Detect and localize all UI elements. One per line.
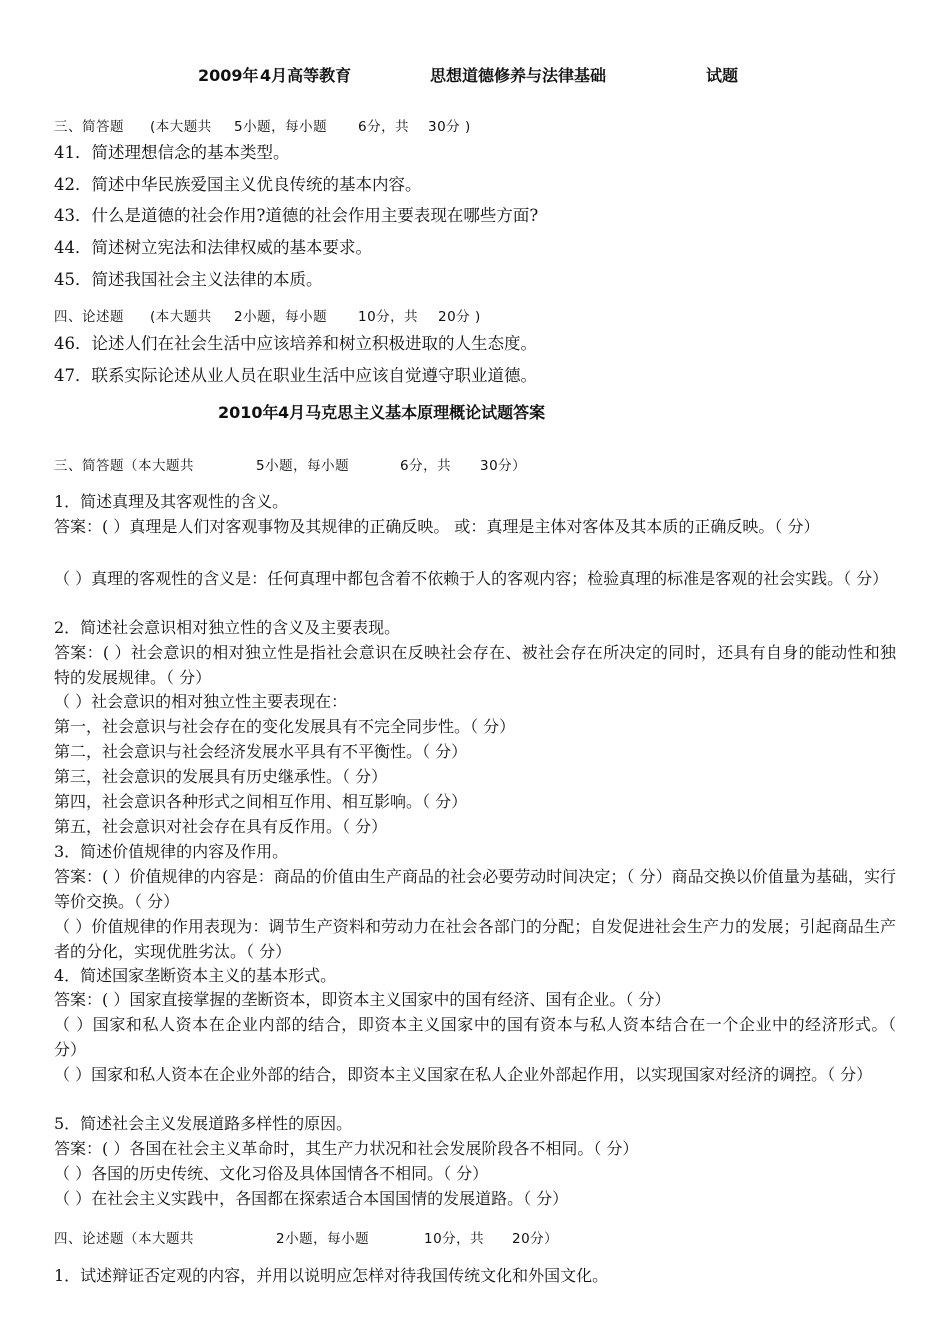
q2010-5-answer-2: （ ）各国的历史传统、文化习俗及具体国情各不相同。（ 分） (54, 1164, 489, 1183)
q2010-2-answer-4: 第二，社会意识与社会经济发展水平具有不平衡性。（ 分） (54, 742, 468, 761)
section-2009-short-each: 6分，共 (358, 119, 410, 135)
title-2009-month: 4月高等教育 (260, 66, 352, 85)
q2010-2-answer-5: 第三，社会意识的发展具有历史继承性。（ 分） (54, 767, 388, 786)
title-2009-suffix: 试题 (706, 66, 739, 85)
question-44: 44．简述树立宪法和法律权威的基本要求。 (54, 238, 372, 257)
question-46: 46．论述人们在社会生活中应该培养和树立积极进取的人生态度。 (54, 334, 537, 353)
q2010-1-answer-1: 答案：( ）真理是人们对客观事物及其规律的正确反映。 或：真理是主体对客体及其本质的正确反映。（ 分） (54, 517, 820, 536)
section-2010-short-each: 6分，共 (400, 458, 452, 474)
section-2009-short-label: 三、简答题 (54, 119, 124, 135)
question-42: 42．简述中华民族爱国主义优良传统的基本内容。 (54, 175, 422, 194)
section-2009-essay-label: 四、论述题 (54, 309, 124, 325)
q2010-5: 5．简述社会主义发展道路多样性的原因。 (54, 1114, 353, 1133)
section-2009-essay-open: (本大题共 (150, 309, 212, 325)
question-41: 41．简述理想信念的基本类型。 (54, 143, 290, 162)
title-2010-year: 2010年 (218, 403, 279, 422)
section-2010-short-label: 三、简答题（本大题共 (54, 458, 194, 474)
q2010-4-answer-1: 答案：( ）国家直接掌握的垄断资本，即资本主义国家中的国有经济、国有企业。（ 分） (54, 990, 671, 1009)
q2010-essay-1: 1．试述辩证否定观的内容，并用以说明应怎样对待我国传统文化和外国文化。 (54, 1266, 609, 1285)
q2010-5-answer-1: 答案：( ）各国在社会主义革命时，其生产力状况和社会发展阶段各不相同。（ 分） (54, 1139, 639, 1158)
section-2009-essay-total: 20分 ) (438, 309, 481, 325)
title-2009-subject: 思想道德修养与法律基础 (430, 66, 607, 85)
question-45: 45．简述我国社会主义法律的本质。 (54, 270, 323, 289)
q2010-4: 4．简述国家垄断资本主义的基本形式。 (54, 966, 337, 985)
section-2009-short-open: (本大题共 (150, 119, 212, 135)
section-2009-essay-each: 10分，共 (358, 309, 419, 325)
q2010-3-answer-1: 答案：( ）价值规律的内容是：商品的价值由生产商品的社会必要劳动时间决定；（ 分）商品交换以价值量为基础，实行等价交换。（ 分） (54, 867, 896, 911)
q2010-4-answer-3: （ ）国家和私人资本在企业外部的结合，即资本主义国家在私人企业外部起作用，以实现国家对经济的调控。（ 分） (54, 1065, 873, 1084)
title-2010-rest: 4月马克思主义基本原理概论试题答案 (278, 403, 546, 422)
q2010-3-answer-2: （ ）价值规律的作用表现为：调节生产资料和劳动力在社会各部门的分配；自发促进社会生产力的发展；引起商品生产者的分化，实现优胜劣汰。（ 分） (54, 917, 896, 961)
q2010-2: 2．简述社会意识相对独立性的含义及主要表现。 (54, 618, 401, 637)
question-47: 47．联系实际论述从业人员在职业生活中应该自觉遵守职业道德。 (54, 366, 537, 385)
q2010-3: 3．简述价值规律的内容及作用。 (54, 842, 289, 861)
title-2009-year: 2009年 (198, 66, 259, 85)
section-2009-essay-count: 2小题，每小题 (234, 309, 328, 325)
q2010-2-answer-6: 第四，社会意识各种形式之间相互作用、相互影响。（ 分） (54, 792, 468, 811)
section-2010-essay-total: 20分） (512, 1231, 559, 1247)
q2010-1: 1．简述真理及其客观性的含义。 (54, 492, 289, 511)
q2010-2-answer-1: 答案：( ）社会意识的相对独立性是指社会意识在反映社会存在、被社会存在所决定的同时，还具有自身的能动性和独特的发展规律。（ 分） (54, 643, 896, 687)
q2010-2-answer-2: （ ）社会意识的相对独立性主要表现在： (54, 692, 348, 711)
section-2010-short-count: 5小题，每小题 (256, 458, 350, 474)
section-2010-essay-label: 四、论述题（本大题共 (54, 1231, 194, 1247)
section-2010-essay-count: 2小题，每小题 (276, 1231, 370, 1247)
question-43: 43．什么是道德的社会作用?道德的社会作用主要表现在哪些方面? (54, 206, 539, 225)
q2010-2-answer-3: 第一，社会意识与社会存在的变化发展具有不完全同步性。（ 分） (54, 717, 516, 736)
section-2009-short-total: 30分 ) (428, 119, 471, 135)
q2010-5-answer-3: （ ）在社会主义实践中，各国都在探索适合本国国情的发展道路。（ 分） (54, 1189, 569, 1208)
section-2010-short-total: 30分） (480, 458, 527, 474)
section-2010-essay-each: 10分，共 (424, 1231, 485, 1247)
q2010-4-answer-2: （ ）国家和私人资本在企业内部的结合，即资本主义国家中的国有资本与私人资本结合在一个企业中的经济形式。（ 分） (54, 1015, 896, 1059)
q2010-1-answer-2: （ ）真理的客观性的含义是：任何真理中都包含着不依赖于人的客观内容；检验真理的标准是客观的社会实践。（ 分） (54, 569, 889, 588)
section-2009-short-count: 5小题，每小题 (234, 119, 328, 135)
q2010-2-answer-7: 第五，社会意识对社会存在具有反作用。（ 分） (54, 817, 388, 836)
